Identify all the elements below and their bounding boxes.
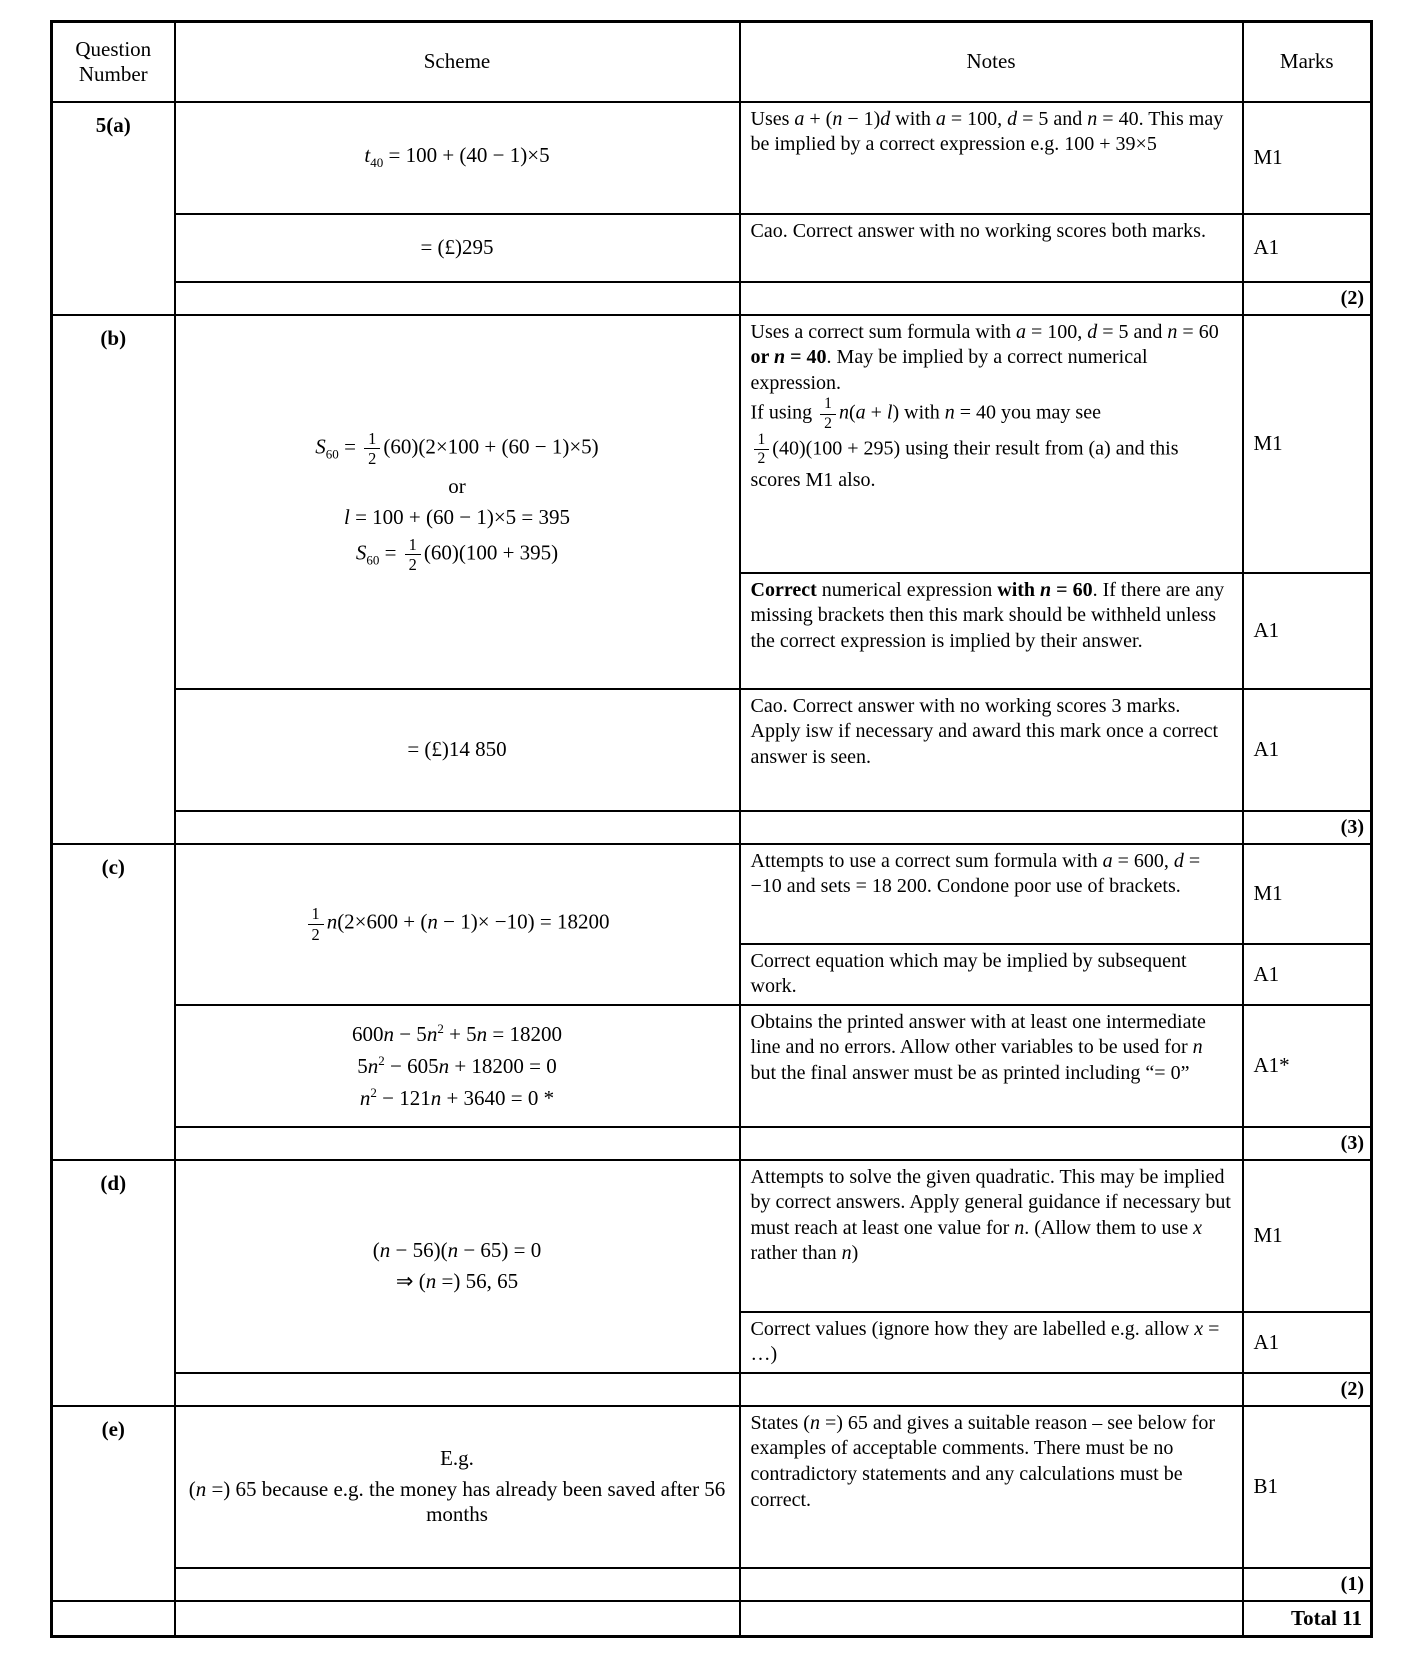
formula-quadratic-2: $5n^2 - 605n + 18200 = 0$	[357, 1052, 557, 1078]
mark-label-a1: A1	[1253, 961, 1280, 986]
note-text-b-m1: Uses a correct sum formula with a = 100, d = 5 and n = 60 or n = 40. May be implied by a correct numerical expression. If using $\frac{1}{2}$ n(a + l) with n = 40 you may see $\frac{1}{2}$ (40)(100 + 295) using their result from (a) and this scores M1 also.	[750, 320, 1219, 491]
question-label-c: (c)	[52, 844, 175, 1160]
subtotal-c: (3)	[1340, 1131, 1364, 1154]
cell-subtotal-c	[1243, 1127, 1372, 1160]
header-question-number: Question Number	[52, 22, 175, 102]
mark-label-m1: M1	[1253, 431, 1283, 455]
question-label-e: (e)	[52, 1406, 175, 1601]
mark-label-a1: A1	[1253, 1329, 1280, 1354]
cell-mark-b-m1	[1243, 315, 1372, 573]
cell-notes-e-b1	[740, 1406, 1243, 1568]
cell-total-marks	[1243, 1601, 1372, 1637]
cell-mark-e-b1	[1243, 1406, 1372, 1568]
cell-notes-d-m1	[740, 1160, 1243, 1312]
formula-s60-al: $S_{60}$ = $\frac{1}{2}$ (60)(100 + 395)	[355, 534, 559, 574]
cell-notes-d-a1	[740, 1312, 1243, 1373]
formula-factorised: (n − 56)(n − 65) = 0	[372, 1238, 542, 1263]
cell-scheme-c-working	[175, 1005, 740, 1127]
empty-cell	[175, 1568, 740, 1601]
cell-subtotal-b	[1243, 811, 1372, 844]
cell-mark-c-a1	[1243, 944, 1372, 1005]
empty-cell	[740, 1127, 1243, 1160]
empty-cell	[175, 811, 740, 844]
cell-mark-c-m1	[1243, 844, 1372, 944]
cell-subtotal-5a	[1243, 282, 1372, 315]
mark-label-a1: A1	[1253, 235, 1280, 259]
cell-mark-d-m1	[1243, 1160, 1372, 1312]
eg-text: E.g.	[440, 1446, 474, 1471]
subtotal-b: (3)	[1340, 815, 1364, 838]
formula-quadratic-1: $600n - 5n^2 + 5n = 18200$	[351, 1020, 563, 1046]
mark-label-a1: A1	[1253, 618, 1280, 642]
cell-notes-c-m1	[740, 844, 1243, 944]
cell-notes-b-a1	[740, 573, 1243, 689]
mark-label-m1: M1	[1253, 1223, 1283, 1248]
note-text-d-a1: Correct values (ignore how they are labelled e.g. allow x = …)	[750, 1317, 1220, 1366]
formula-s60-expanded: $S_{60}$ = $\frac{1}{2}$ (60)(2×100 + (60 − 1)×5)	[315, 429, 599, 469]
cell-notes-c-a1	[740, 944, 1243, 1005]
empty-cell	[175, 1373, 740, 1406]
formula-t40: $t_{40} = 100 + (40 - 1)\times 5$	[364, 143, 550, 171]
cell-notes-b-m1	[740, 315, 1243, 573]
empty-cell	[740, 1568, 1243, 1601]
cell-mark-5a-a1	[1243, 214, 1372, 282]
formula-295: = (£)295	[420, 235, 494, 259]
question-label-5a: 5(a)	[52, 102, 175, 315]
note-text-b-a1: Correct numerical expression with n = 60. If there are any missing brackets then this mark should be withheld unless the correct expression is implied by their answer.	[750, 578, 1225, 652]
mark-label-a1: A1	[1253, 737, 1280, 761]
subtotal-e: (1)	[1340, 1572, 1364, 1595]
question-label-b: (b)	[52, 315, 175, 844]
cell-notes-5a-m1	[740, 102, 1243, 214]
empty-cell	[740, 282, 1243, 315]
cell-mark-d-a1	[1243, 1312, 1372, 1373]
formula-last-term: l = 100 + (60 − 1)×5 = 395	[343, 504, 571, 529]
mark-label-m1: M1	[1253, 145, 1283, 169]
note-text-5a-m1: Uses a + (n − 1)d with a = 100, d = 5 and n = 40. This may be implied by a correct expression e.g. 100 + 39×5	[750, 107, 1224, 156]
mark-label-m1: M1	[1253, 881, 1283, 905]
cell-mark-c-a1star	[1243, 1005, 1372, 1127]
cell-scheme-c-equation	[175, 844, 740, 1005]
reason-text: (n =) 65 because e.g. the money has already been saved after 56 months	[188, 1477, 726, 1527]
empty-cell	[52, 1601, 175, 1637]
header-notes: Notes	[740, 22, 1243, 102]
empty-cell	[175, 1601, 740, 1637]
cell-scheme-e	[175, 1406, 740, 1568]
cell-scheme-5a-answer	[175, 214, 740, 282]
mark-label-a1star: A1*	[1253, 1053, 1290, 1078]
subtotal-5a: (2)	[1340, 286, 1364, 309]
header-marks: Marks	[1243, 22, 1372, 102]
cell-scheme-b-formulas	[175, 315, 740, 689]
cell-subtotal-e	[1243, 1568, 1372, 1601]
empty-cell	[175, 1127, 740, 1160]
formula-quadratic-3: $n^2 - 121n + 3640 = 0$ *	[359, 1084, 555, 1110]
empty-cell	[740, 811, 1243, 844]
question-label-d: (d)	[52, 1160, 175, 1406]
cell-mark-5a-m1	[1243, 102, 1372, 214]
note-text-c-m1: Attempts to use a correct sum formula with a = 600, d = −10 and sets = 18 200. Condone poor use of brackets.	[750, 849, 1201, 898]
cell-scheme-5a-formula	[175, 102, 740, 214]
note-text-b-cao: Cao. Correct answer with no working scores 3 marks. Apply isw if necessary and award this mark once a correct answer is seen.	[750, 694, 1219, 768]
formula-roots: ⇒ (n =) 56, 65	[395, 1269, 519, 1294]
cell-mark-b-a1-final	[1243, 689, 1372, 811]
cell-mark-b-a1	[1243, 573, 1372, 689]
subtotal-d: (2)	[1340, 1377, 1364, 1400]
cell-notes-b-cao	[740, 689, 1243, 811]
note-text-e-b1: States (n =) 65 and gives a suitable reason – see below for examples of acceptable comments. There must be no contradictory statements and any calculations must be correct.	[750, 1411, 1215, 1511]
cell-notes-5a-a1	[740, 214, 1243, 282]
header-scheme: Scheme	[175, 22, 740, 102]
empty-cell	[740, 1601, 1243, 1637]
note-text-c-a1star: Obtains the printed answer with at least one intermediate line and no errors. Allow other variables to be used for n but the final answer must be as printed including “= 0”	[750, 1010, 1206, 1084]
mark-scheme-table	[50, 20, 1373, 1638]
cell-notes-c-a1star	[740, 1005, 1243, 1127]
note-text-c-a1: Correct equation which may be implied by subsequent work.	[750, 949, 1187, 998]
cell-subtotal-d	[1243, 1373, 1372, 1406]
formula-sum-equation: $\frac{1}{2}$ n(2×600 + (n − 1)× −10) = 18200	[184, 905, 731, 942]
note-text-5a-a1: Cao. Correct answer with no working scores both marks.	[750, 219, 1206, 242]
total-marks-label: Total 11	[1291, 1605, 1362, 1630]
formula-14850: = (£)14 850	[407, 737, 507, 761]
note-text-d-m1: Attempts to solve the given quadratic. This may be implied by correct answers. Apply general guidance if necessary but must reach at least one value for n. (Allow them to use x rather than n)	[750, 1165, 1231, 1265]
mark-label-b1: B1	[1253, 1474, 1279, 1499]
cell-scheme-d-factorised	[175, 1160, 740, 1373]
or-text: or	[448, 473, 466, 498]
empty-cell	[175, 282, 740, 315]
empty-cell	[740, 1373, 1243, 1406]
cell-scheme-b-answer	[175, 689, 740, 811]
